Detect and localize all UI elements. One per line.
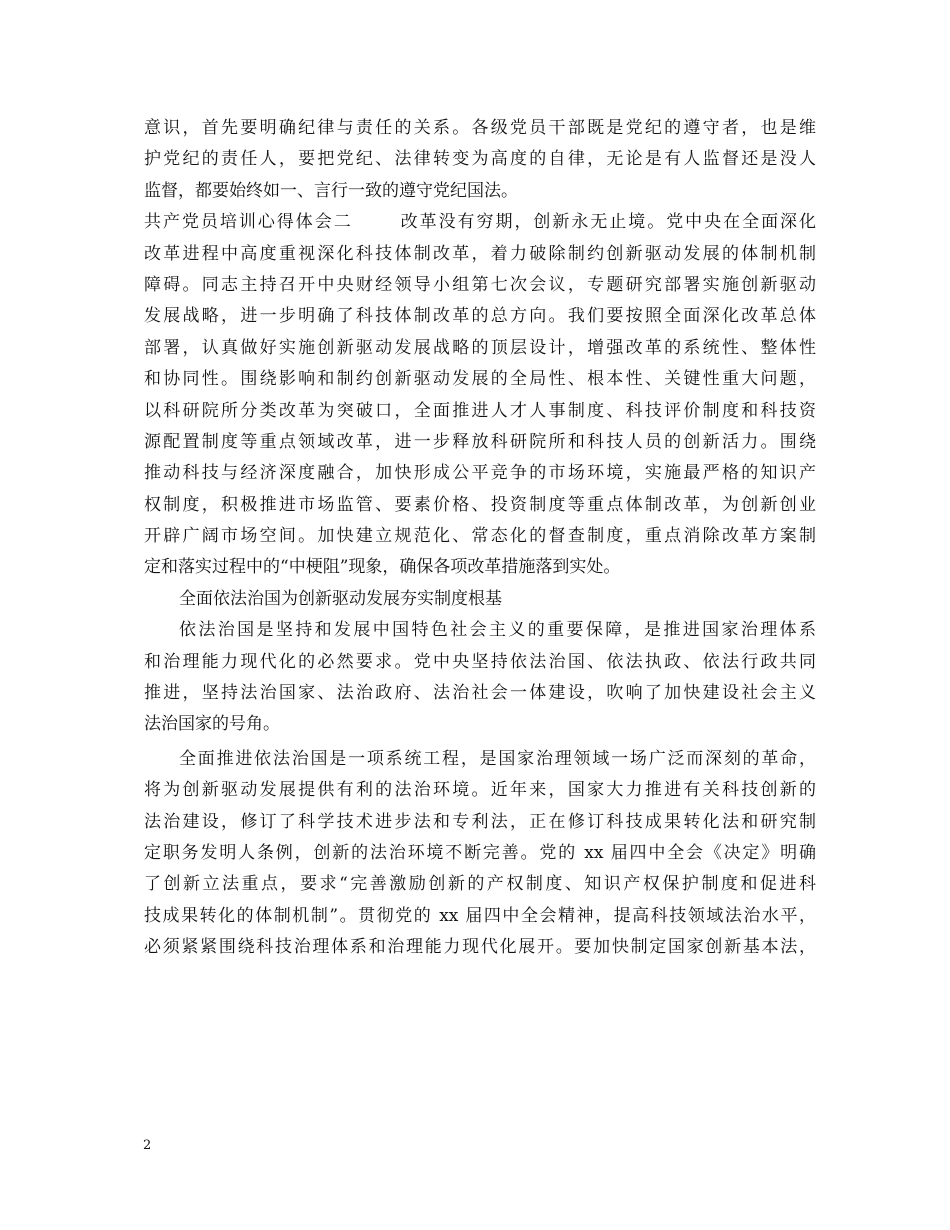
page-number: 2 [143, 1138, 152, 1153]
text-line: 权制度，积极推进市场监管、要素价格、投资制度等重点体制改革，为创新创业 [144, 494, 816, 515]
text-line: 意识，首先要明确纪律与责任的关系。各级党员干部既是党纪的遵守者，也是维 [144, 118, 816, 138]
text-line: 法治国家的号角。 [144, 714, 280, 735]
text-line: 全面推进依法治国是一项系统工程，是国家治理领域一场广泛而深刻的革命， [179, 748, 816, 769]
paragraph-start: 改革没有穷期，创新永无止境。党中央在全面深化 [398, 212, 816, 233]
body-text [144, 113, 816, 964]
text-line: 部署，认真做好实施创新驱动发展战略的顶层设计，增强改革的系统性、整体性 [144, 337, 816, 358]
text-line: 护党纪的责任人，要把党纪、法律转变为高度的自律，无论是有人监督还是没人 [144, 149, 816, 170]
text-line: 和治理能力现代化的必然要求。党中央坚持依法治国、依法执政、依法行政共同 [144, 651, 816, 672]
text-line: 推动科技与经济深度融合，加快形成公平竞争的市场环境，实施最严格的知识产 [144, 463, 816, 484]
text-line: 将为创新驱动发展提供有利的法治环境。近年来，国家大力推进有关科技创新的 [144, 780, 816, 801]
text-line: 以科研院所分类改革为突破口，全面推进人才人事制度、科技评价制度和科技资 [144, 400, 816, 421]
text-line: 必须紧紧围绕科技治理体系和治理能力现代化展开。要加快制定国家创新基本法， [144, 937, 816, 958]
text-line: 源配置制度等重点领域改革，进一步释放科研院所和科技人员的创新活力。围绕 [144, 431, 816, 452]
subheading: 全面依法治国为创新驱动发展夯实制度根基 [179, 588, 502, 609]
text-line: 发展战略，进一步明确了科技体制改革的总方向。我们要按照全面深化改革总体 [144, 306, 816, 327]
text-line: 法治建设，修订了科学技术进步法和专利法，正在修订科技成果转化法和研究制 [144, 811, 816, 832]
section-heading: 共产党员培训心得体会二 [144, 212, 353, 233]
text-line: 监督，都要始终如一、言行一致的遵守党纪国法。 [144, 180, 518, 201]
text-line: 改革进程中高度重视深化科技体制改革，着力破除制约创新驱动发展的体制机制 [144, 243, 816, 264]
text-line: 障碍。同志主持召开中央财经领导小组第七次会议，专题研究部署实施创新驱动 [144, 274, 816, 295]
text-line: 开辟广阔市场空间。加快建立规范化、常态化的督查制度，重点消除改革方案制 [144, 526, 816, 547]
text-line: 依法治国是坚持和发展中国特色社会主义的重要保障，是推进国家治理体系 [179, 620, 816, 641]
text-line: 技成果转化的体制机制”。贯彻党的 xx 届四中全会精神，提高科技领域法治水平， [144, 905, 816, 926]
text-line: 定和落实过程中的“中梗阻”现象，确保各项改革措施落到实处。 [144, 557, 621, 578]
text-line [144, 207, 816, 238]
text-line: 推进，坚持法治国家、法治政府、法治社会一体建设，吹响了加快建设社会主义 [144, 683, 816, 704]
text-line: 和协同性。围绕影响和制约创新驱动发展的全局性、根本性、关键性重大问题， [144, 369, 816, 390]
text-line: 了创新立法重点，要求“完善激励创新的产权制度、知识产权保护制度和促进科 [144, 874, 816, 895]
text-line: 定职务发明人条例，创新的法治环境不断完善。党的 xx 届四中全会《决定》明确 [144, 842, 816, 863]
